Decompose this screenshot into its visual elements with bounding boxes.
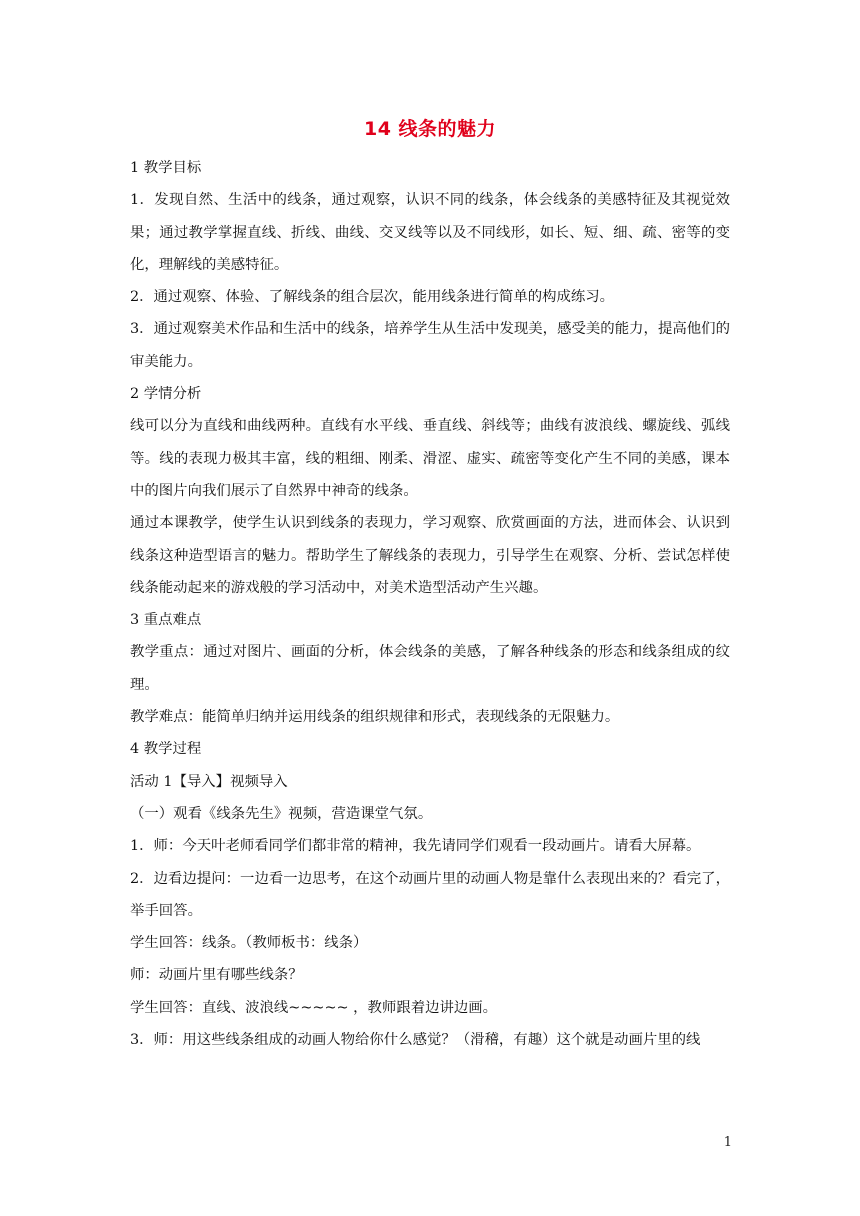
paragraph: 线可以分为直线和曲线两种。直线有水平线、垂直线、斜线等；曲线有波浪线、螺旋线、弧线等。线的表现力极其丰富，线的粗细、刚柔、滑涩、虚实、疏密等变化产生不同的美感，课本中的图片向我们展示了自然界中神奇的线条。: [130, 418, 730, 499]
paragraph: 3．师：用这些线条组成的动画人物给你什么感觉？（滑稽，有趣）这个就是动画片里的线: [130, 1032, 701, 1049]
paragraph: 2．边看边提问：一边看一边思考，在这个动画片里的动画人物是靠什么表现出来的？看完了，举手回答。: [130, 870, 730, 919]
paragraph: 师：动画片里有哪些线条？: [130, 967, 303, 984]
page-number: 1: [723, 1135, 732, 1150]
paragraph: （一）观看《线条先生》视频，营造课堂气氛。: [130, 805, 433, 822]
paragraph: 1．发现自然、生活中的线条，通过观察，认识不同的线条，体会线条的美感特征及其视觉效果；通过教学掌握直线、折线、曲线、交叉线等以及不同线形，如长、短、细、疏、密等的变化，理解线的美感特征。: [130, 192, 730, 273]
paragraph: 学生回答：直线、波浪线~~~~~ ，教师跟着边讲边画。: [130, 999, 498, 1016]
paragraph: 教学难点：能简单归纳并运用线条的组织规律和形式，表现线条的无限魅力。: [130, 709, 620, 726]
section-heading-analysis: 2 学情分析: [130, 386, 202, 403]
document-title: 14 线条的魅力: [363, 118, 497, 140]
paragraph: 通过本课教学，使学生认识到线条的表现力，学习观察、欣赏画面的方法，进而体会、认识到线条这种造型语言的魅力。帮助学生了解线条的表现力，引导学生在观察、分析、尝试怎样使线条能动起来的游戏般的学习活动中，对美术造型活动产生兴趣。: [130, 515, 730, 596]
document-body: [130, 152, 730, 1056]
paragraph: 教学重点：通过对图片、画面的分析，体会线条的美感，了解各种线条的形态和线条组成的纹理。: [130, 644, 730, 693]
activity-heading: 活动 1【导入】视频导入: [130, 773, 288, 790]
paragraph: 学生回答：线条。（教师板书：线条）: [130, 935, 368, 952]
paragraph: 1．师：今天叶老师看同学们都非常的精神，我先请同学们观看一段动画片。请看大屏幕。: [130, 838, 701, 855]
section-heading-key-points: 3 重点难点: [130, 612, 202, 629]
section-heading-process: 4 教学过程: [130, 741, 202, 758]
paragraph: 3．通过观察美术作品和生活中的线条，培养学生从生活中发现美，感受美的能力，提高他们的审美能力。: [130, 321, 730, 370]
paragraph: 2．通过观察、体验、了解线条的组合层次，能用线条进行简单的构成练习。: [130, 289, 615, 306]
section-heading-objectives: 1 教学目标: [130, 160, 202, 176]
